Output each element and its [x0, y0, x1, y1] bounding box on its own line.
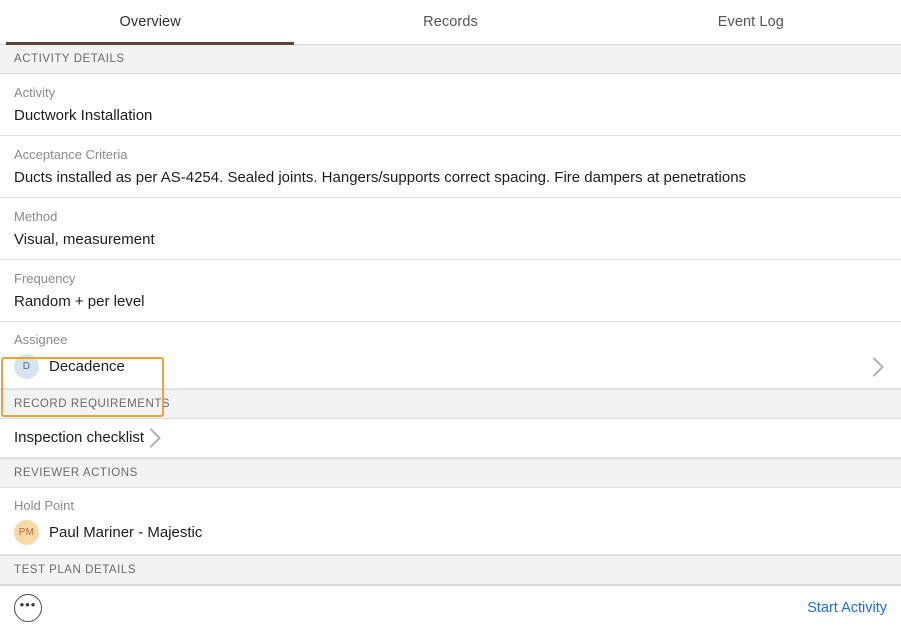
hold-point-name: Paul Mariner - Majestic [49, 524, 203, 541]
avatar-initials: PM [18, 527, 35, 538]
field-activity-value: Ductwork Installation [14, 107, 153, 124]
section-header-activity-details: ACTIVITY DETAILS [0, 45, 901, 74]
tab-records[interactable] [300, 0, 600, 44]
chevron-right-icon [141, 428, 161, 448]
row-assignee[interactable] [0, 322, 901, 389]
section-header-test-plan-details: TEST PLAN DETAILS [0, 555, 901, 585]
start-activity-button[interactable]: Start Activity [807, 599, 887, 616]
field-frequency-label: Frequency [14, 271, 76, 286]
row-hold-point[interactable] [0, 488, 901, 555]
avatar [14, 520, 39, 545]
row-inspection-checklist[interactable] [0, 419, 901, 458]
field-frequency-value: Random + per level [14, 293, 145, 310]
tab-event-log[interactable] [601, 0, 901, 44]
chevron-right-icon [864, 357, 884, 377]
hold-point-label: Hold Point [14, 498, 74, 513]
record-requirement-label: Inspection checklist [14, 429, 145, 446]
field-method-label: Method [14, 209, 58, 224]
ellipsis-icon[interactable] [14, 594, 42, 622]
field-method [0, 198, 901, 260]
field-activity [0, 74, 901, 136]
field-activity-label: Activity [14, 85, 56, 100]
field-method-value: Visual, measurement [14, 231, 155, 248]
field-frequency [0, 260, 901, 322]
tab-bar [0, 0, 901, 45]
field-acceptance-criteria-value: Ducts installed as per AS-4254. Sealed joints. Hangers/supports correct spacing. Fire dampers at penetrations [14, 169, 747, 186]
tab-event-log-label: Event Log [717, 14, 784, 30]
section-header-reviewer-actions: REVIEWER ACTIONS [0, 458, 901, 488]
ellipsis-glyph: ••• [19, 597, 37, 612]
tab-records-label: Records [423, 14, 478, 30]
content-scroll-area[interactable] [0, 45, 901, 585]
assignee-name: Decadence [49, 358, 125, 375]
assignee-label: Assignee [14, 332, 68, 347]
field-acceptance-criteria-label: Acceptance Criteria [14, 147, 128, 162]
avatar-initials: D [22, 361, 31, 372]
bottom-action-bar [0, 585, 901, 629]
avatar [14, 354, 39, 379]
tab-overview[interactable] [0, 0, 300, 44]
field-acceptance-criteria [0, 136, 901, 198]
tab-overview-label: Overview [119, 14, 181, 30]
section-header-record-requirements: RECORD REQUIREMENTS [0, 389, 901, 419]
